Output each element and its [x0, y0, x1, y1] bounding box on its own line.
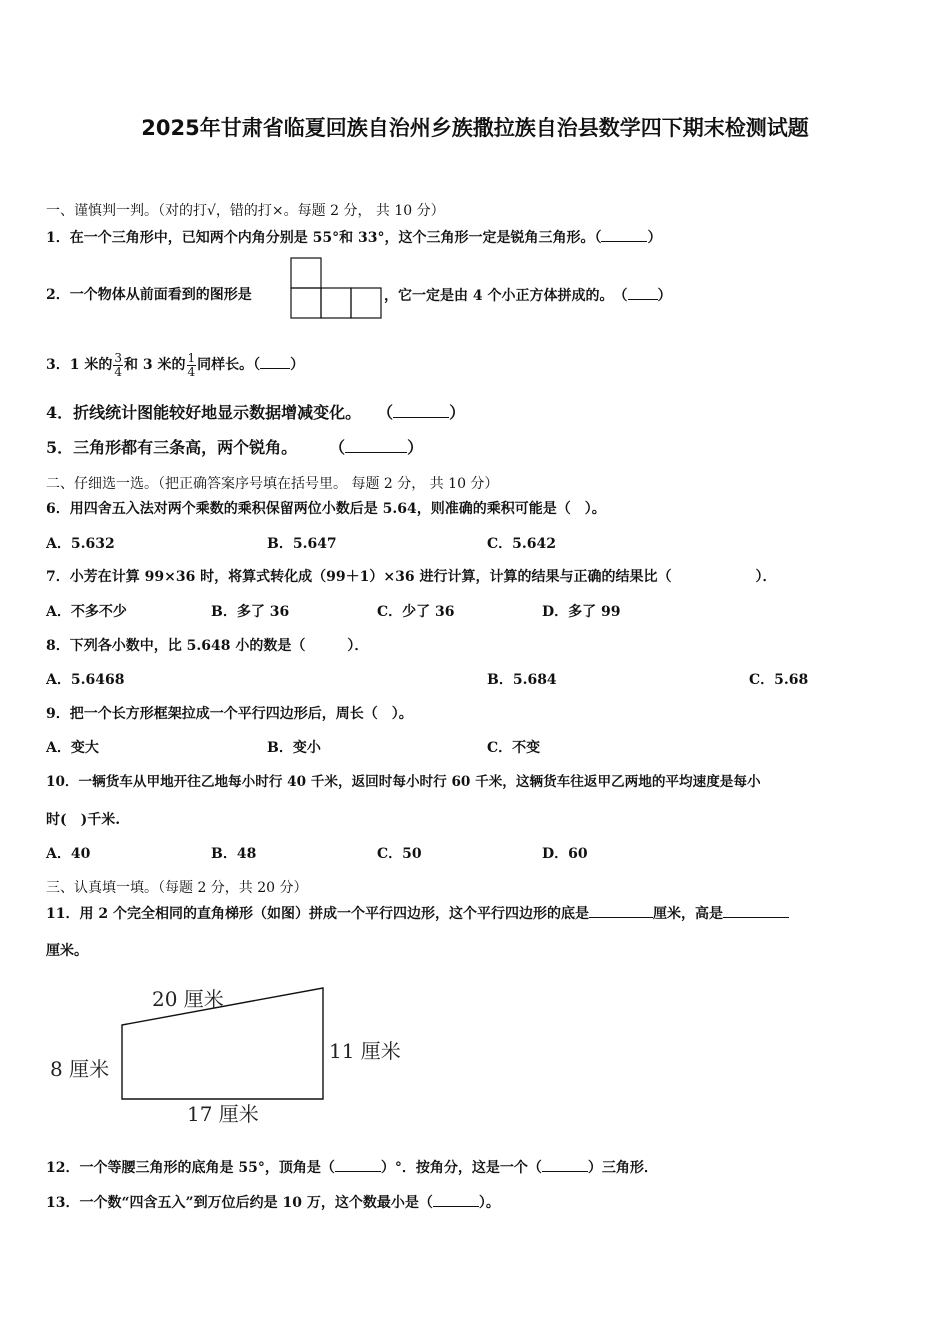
q8-option-b[interactable]: B．5.684: [487, 672, 557, 688]
answer-blank[interactable]: [628, 285, 658, 300]
section3-heading: 三、认真填一填。（每题 2 分，共 20 分）: [46, 880, 308, 896]
fraction-one-quarter: $\frac{1}{4}$: [187, 350, 196, 379]
question-6: 6．用四舍五入法对两个乘数的乘积保留两位小数后是 5.64，则准确的乘积可能是（ ）。: [46, 501, 606, 517]
question-1: [46, 227, 661, 248]
q10-option-c[interactable]: C．50: [377, 846, 422, 862]
answer-blank[interactable]: [433, 1192, 479, 1207]
question-3-b: 和 3 米的: [124, 357, 186, 373]
answer-blank-base[interactable]: [589, 903, 653, 918]
q9-option-c[interactable]: C．不变: [487, 740, 541, 756]
q7-option-a[interactable]: A．不多不少: [46, 604, 127, 620]
question-3: [46, 348, 304, 382]
label-right: 11 厘米: [329, 1039, 401, 1063]
question-8: 8．下列各小数中，比 5.648 小的数是（ ）．: [46, 638, 369, 654]
page-title: 2025年甘肃省临夏回族自治州乡族撒拉族自治县数学四下期末检测试题: [141, 116, 809, 140]
answer-blank[interactable]: [601, 227, 647, 242]
question-11: [46, 903, 789, 924]
question-2: [46, 285, 252, 305]
question-11-line2: 厘米。: [46, 943, 88, 959]
q6-option-b[interactable]: B．5.647: [267, 536, 337, 552]
question-3-c: 同样长。（: [197, 357, 261, 373]
question-13-a: 13．一个数“四含五入”到万位后约是 10 万，这个数最小是（: [46, 1195, 433, 1211]
front-view-figure: [290, 257, 386, 321]
trapezoid-figure: [40, 978, 420, 1128]
q6-option-c[interactable]: C．5.642: [487, 536, 556, 552]
question-12: [46, 1157, 658, 1178]
question-5-end: ）: [407, 438, 424, 457]
question-11-a: 11．用 2 个完全相同的直角梯形（如图）拼成一个平行四边形，这个平行四边形的底是: [46, 906, 589, 922]
q6-option-a[interactable]: A．5.632: [46, 536, 115, 552]
answer-blank[interactable]: [393, 403, 449, 418]
question-13: [46, 1192, 500, 1213]
question-5-text: 5．三角形都有三条高，两个锐角。 （: [46, 438, 346, 457]
question-12-a: 12．一个等腰三角形的底角是 55°，顶角是（: [46, 1160, 335, 1176]
label-left: 8 厘米: [50, 1057, 110, 1081]
question-1-text: 1．在一个三角形中，已知两个内角分别是 55°和 33°，这个三角形一定是锐角三角形。（: [46, 230, 602, 246]
question-4-end: ）: [449, 403, 466, 422]
question-10-line2: 时( )千米.: [46, 812, 121, 828]
q9-option-b[interactable]: B．变小: [267, 740, 321, 756]
question-3-end: ）: [290, 357, 305, 373]
section1-heading: 一、谨慎判一判。（对的打√，错的打×。每题 2 分， 共 10 分）: [46, 203, 445, 219]
fraction-three-quarters: $\frac{3}{4}$: [114, 350, 122, 379]
question-12-c: ）三角形．: [587, 1160, 658, 1176]
question-4-text: 4．折线统计图能较好地显示数据增减变化。 （: [46, 403, 394, 422]
question-9: 9．把一个长方形框架拉成一个平行四边形后，周长（ ）。: [46, 706, 413, 722]
q8-option-a[interactable]: A．5.6468: [46, 672, 125, 688]
q7-option-c[interactable]: C．少了 36: [377, 604, 455, 620]
question-7: 7．小芳在计算 99×36 时，将算式转化成（99＋1）×36 进行计算，计算的结果与正确的结果比（ ）．: [46, 569, 777, 585]
question-2-end: ）: [657, 288, 672, 304]
figure-square-1: [291, 288, 321, 318]
answer-blank[interactable]: [345, 438, 407, 453]
question-2-rest: [384, 285, 672, 306]
question-12-b: ）°．按角分，这是一个（: [380, 1160, 542, 1176]
q8-option-c[interactable]: C．5.68: [749, 672, 809, 688]
label-top: 20 厘米: [152, 987, 224, 1011]
label-bottom: 17 厘米: [187, 1102, 259, 1126]
q7-option-b[interactable]: B．多了 36: [211, 604, 290, 620]
question-2-post: ，它一定是由 4 个小正方体拼成的。 （: [384, 288, 628, 304]
question-2-text: 2．一个物体从前面看到的图形是: [46, 287, 252, 303]
figure-square-2: [321, 288, 351, 318]
q10-option-d[interactable]: D．60: [542, 846, 588, 862]
question-10-line1: 10．一辆货车从甲地开往乙地每小时行 40 千米，返回时每小时行 60 千米，这辆货车往返甲乙两地的平均速度是每小: [46, 774, 761, 790]
question-13-b: ）。: [478, 1195, 500, 1211]
q10-option-b[interactable]: B．48: [211, 846, 257, 862]
answer-blank-type[interactable]: [542, 1157, 588, 1172]
q7-option-d[interactable]: D．多了 99: [542, 604, 621, 620]
figure-square-top: [291, 258, 321, 288]
question-1-end: ）: [647, 230, 662, 246]
figure-square-3: [351, 288, 381, 318]
section2-heading: 二、仔细选一选。（把正确答案序号填在括号里。 每题 2 分， 共 10 分）: [46, 476, 499, 492]
q9-option-a[interactable]: A．变大: [46, 740, 99, 756]
q10-option-a[interactable]: A．40: [46, 846, 91, 862]
question-3-a: 3．1 米的: [46, 357, 113, 373]
question-4: [46, 403, 465, 423]
answer-blank-angle[interactable]: [335, 1157, 381, 1172]
answer-blank[interactable]: [260, 354, 290, 369]
answer-blank-height[interactable]: [723, 903, 789, 918]
question-5: [46, 438, 423, 458]
question-11-b: 厘米，高是: [652, 906, 723, 922]
